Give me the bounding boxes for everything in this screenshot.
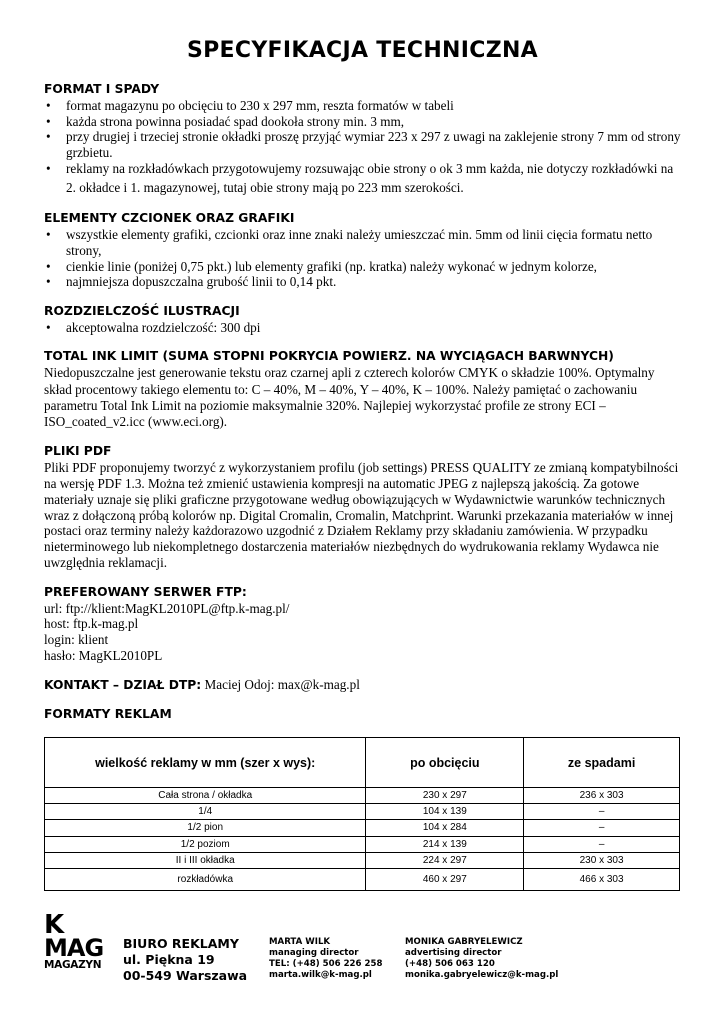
list-item: • wszystkie elementy grafiki, czcionki oraz inne znaki należy umieszczać min. 5mm od linii cięcia formatu netto strony, xyxy=(44,227,684,258)
list-item: • cienkie linie (poniżej 0,75 pkt.) lub elementy grafiki (np. kratka) należy wykonać w jednym kolorze, xyxy=(44,259,684,275)
resolution-list xyxy=(44,320,684,336)
ftp-url: url: ftp://klient:MagKL2010PL@ftp.k-mag.pl/ xyxy=(44,600,290,616)
column-header: po obcięciu xyxy=(366,738,524,788)
table-cell: II i III okładka xyxy=(45,852,366,868)
ftp-password: hasło: MagKL2010PL xyxy=(44,647,163,663)
table-header-row xyxy=(45,738,680,788)
k-mag-logo xyxy=(44,912,103,971)
contact-line xyxy=(44,677,684,693)
ftp-host: host: ftp.k-mag.pl xyxy=(44,616,139,632)
table-row xyxy=(45,836,680,852)
table-cell: 1/2 pion xyxy=(45,820,366,836)
table-cell: 224 x 297 xyxy=(366,852,524,868)
table-row xyxy=(45,868,680,890)
office-street: ul. Piękna 19 xyxy=(123,952,215,967)
office-title: BIURO REKLAMY xyxy=(123,936,239,951)
table-cell: rozkładówka xyxy=(45,868,366,890)
list-item: • format magazynu po obcięciu to 230 x 297 mm, reszta formatów w tabeli xyxy=(44,98,684,114)
table-cell: 230 x 303 xyxy=(524,852,680,868)
ink-heading: TOTAL INK LIMIT (SUMA STOPNI POKRYCIA POWIERZ. NA WYCIĄGACH BARWNYCH) xyxy=(44,349,614,364)
list-item: • reklamy na rozkładówkach przygotowujemy rozsuwając obie strony o ok 3 mm każda, nie dotyczy rozkładówki na 2. okładce i 1. magazynowej, tutaj obie strony mają po 223 mm szerokości. xyxy=(44,160,684,197)
contact-text: Maciej Odoj: max@k-mag.pl xyxy=(201,677,360,693)
ftp-heading: PREFEROWANY SERWER FTP: xyxy=(44,584,247,599)
table-row xyxy=(45,788,680,804)
pdf-heading: PLIKI PDF xyxy=(44,444,112,459)
logo-mag: MAG xyxy=(44,934,104,962)
list-item: • każda strona powinna posiadać spad dookoła strony min. 3 mm, xyxy=(44,114,684,130)
column-header: wielkość reklamy w mm (szer x wys): xyxy=(45,738,366,788)
table-cell: 1/2 poziom xyxy=(45,836,366,852)
table-cell: – xyxy=(524,836,680,852)
person-email: marta.wilk@k-mag.pl xyxy=(269,970,372,980)
format-heading: FORMAT I SPADY xyxy=(44,82,160,96)
office-city: 00-549 Warszawa xyxy=(123,968,248,983)
page-title: SPECYFIKACJA TECHNICZNA xyxy=(186,38,538,63)
table-row xyxy=(45,820,680,836)
person-role: managing director xyxy=(269,948,359,958)
person-email: monika.gabryelewicz@k-mag.pl xyxy=(405,970,559,980)
table-cell: 466 x 303 xyxy=(524,868,680,890)
list-item: • przy drugiej i trzeciej stronie okładki proszę przyjąć wymiar 223 x 297 z uwagi na zaklejenie strony 7 mm od strony grzbietu. xyxy=(44,129,684,160)
person-name: MARTA WILK xyxy=(269,937,331,947)
footer xyxy=(44,912,684,992)
person-name: MONIKA GABRYELEWICZ xyxy=(405,937,523,947)
elements-list xyxy=(44,227,684,289)
table-cell: 1/4 xyxy=(45,804,366,820)
contact-person-2 xyxy=(405,937,558,981)
table-cell: 214 x 139 xyxy=(366,836,524,852)
table-cell: 460 x 297 xyxy=(366,868,524,890)
person-role: advertising director xyxy=(405,948,502,958)
logo-k: K xyxy=(44,910,64,940)
elements-heading: ELEMENTY CZCIONEK ORAZ GRAFIKI xyxy=(44,211,295,226)
ftp-login: login: klient xyxy=(44,631,109,647)
list-item: • najmniejsza dopuszczalna grubość linii to 0,14 pkt. xyxy=(44,274,684,290)
table-cell: Cała strona / okładka xyxy=(45,788,366,804)
table-row xyxy=(45,852,680,868)
ink-text: Niedopuszczalne jest generowanie tekstu oraz czarnej apli z czterech kolorów CMYK o składzie 100%. Optymalny skład procentowy takiego elementu to: C – 40%, M – 40%, Y – 40%, K – 100%. Należy pamiętać o zachowaniu parametru Total Ink Limit na poziomie maksymalnie 320%. Najlepiej wykorzystać profile ze strony ECI – ISO_coated_v2.icc (www.eci.org). xyxy=(44,365,655,429)
table-cell: 236 x 303 xyxy=(524,788,680,804)
office-address xyxy=(123,936,247,984)
formats-heading: FORMATY REKLAM xyxy=(44,707,172,722)
table-cell: 104 x 139 xyxy=(366,804,524,820)
content xyxy=(44,82,684,723)
resolution-heading: ROZDZIELCZOŚĆ ILUSTRACJI xyxy=(44,303,240,318)
contact-heading: KONTAKT – DZIAŁ DTP: xyxy=(44,678,202,693)
ad-formats-table xyxy=(44,737,680,891)
table-row xyxy=(45,804,680,820)
table-cell: – xyxy=(524,820,680,836)
list-item: • akceptowalna rozdzielczość: 300 dpi xyxy=(44,320,684,336)
table-cell: – xyxy=(524,804,680,820)
table-cell: 104 x 284 xyxy=(366,820,524,836)
person-tel: TEL: (+48) 506 226 258 xyxy=(269,959,383,969)
logo-magazyn: MAGAZYN xyxy=(44,959,102,971)
person-tel: (+48) 506 063 120 xyxy=(405,959,495,969)
table-cell: 230 x 297 xyxy=(366,788,524,804)
column-header: ze spadami xyxy=(524,738,680,788)
format-list xyxy=(44,98,684,197)
pdf-text: Pliki PDF proponujemy tworzyć z wykorzystaniem profilu (job settings) PRESS QUALITY ze zmianą kompatybilności na wersję PDF 1.3. Można też zmienić ustawienia kompresji na automatic JPEG z najlepszą jakością. Za gotowe materiały uznaje się pliki graficzne przygotowane według obowiązujących w Wydawnictwie warunków technicznych wraz z dołączoną próbą kolorów np. Digital Cromalin, Cromalin, Matchprint. Warunki przekazania materiałów w innej postaci oraz terminy należy każdorazowo uzgodnić z Działem Reklamy przy składaniu zamówienia. W przypadku nieterminowego lub niekompletnego dostarczenia materiałów niezbędnych do wydrukowania reklamy Wydawca nie uwzględnia reklamacji. xyxy=(44,460,679,570)
contact-person-1 xyxy=(269,937,382,981)
